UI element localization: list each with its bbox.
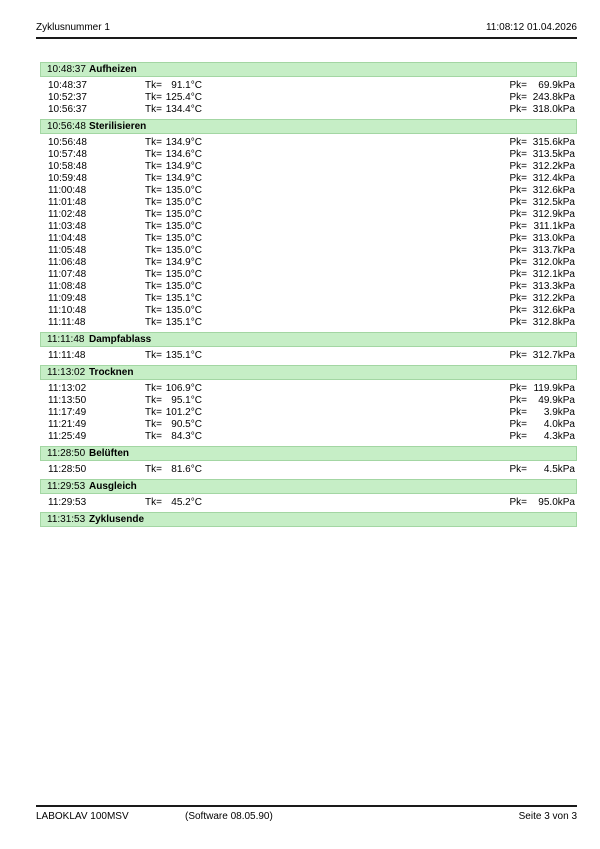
log-row [40,161,577,173]
pressure-group [509,317,575,329]
row-time: 11:00:48 [48,185,87,196]
pressure-value: 4.3kPa [543,431,575,442]
temperature-value: 91.1°C [171,80,202,91]
section-header-belüften [40,446,577,461]
temperature-label: Tk= [145,245,162,256]
temperature-label: Tk= [145,497,162,508]
temperature-label: Tk= [145,419,162,430]
pressure-label: Pk= [509,269,527,280]
section-start-time: 11:13:02 [47,367,86,378]
temperature-value: 125.4°C [165,92,202,103]
row-time: 11:08:48 [48,281,87,292]
temperature-value: 84.3°C [171,431,202,442]
pressure-group [509,209,575,221]
pressure-value: 318.0kPa [532,104,575,115]
log-row [40,221,577,233]
pressure-value: 312.4kPa [532,173,575,184]
section-name: Belüften [89,448,129,459]
pressure-label: Pk= [509,233,527,244]
device-name: LABOKLAV 100MSV [36,811,129,822]
temperature-label: Tk= [145,305,162,316]
row-time: 11:29:53 [48,497,87,508]
log-row [40,431,577,443]
temperature-label: Tk= [145,209,162,220]
row-time: 11:11:48 [48,317,86,328]
log-row [40,350,577,362]
temperature-value: 81.6°C [171,464,202,475]
pressure-value: 313.7kPa [532,245,575,256]
report-header [36,22,577,39]
pressure-group [509,293,575,305]
temperature-label: Tk= [145,431,162,442]
pressure-value: 4.0kPa [543,419,575,430]
section-start-time: 11:28:50 [47,448,86,459]
section-name: Sterilisieren [89,121,147,132]
temperature-value: 135.0°C [165,197,202,208]
log-row [40,257,577,269]
pressure-label: Pk= [509,221,527,232]
pressure-label: Pk= [509,305,527,316]
log-row [40,407,577,419]
temperature-value: 135.0°C [165,245,202,256]
pressure-group [509,173,575,185]
log-row [40,395,577,407]
row-time: 11:02:48 [48,209,87,220]
temperature-label: Tk= [145,185,162,196]
pressure-label: Pk= [509,419,527,430]
temperature-label: Tk= [145,137,162,148]
section-header-trocknen [40,365,577,380]
temperature-label: Tk= [145,383,162,394]
pressure-label: Pk= [509,293,527,304]
pressure-label: Pk= [509,185,527,196]
pressure-group [509,464,575,476]
section-name: Trocknen [89,367,134,378]
temperature-label: Tk= [145,80,162,91]
pressure-label: Pk= [509,464,527,475]
log-row [40,185,577,197]
row-time: 10:56:48 [48,137,87,148]
pressure-group [509,161,575,173]
log-row [40,464,577,476]
log-row [40,419,577,431]
pressure-label: Pk= [509,257,527,268]
log-row [40,383,577,395]
temperature-value: 106.9°C [165,383,202,394]
pressure-label: Pk= [509,497,527,508]
pressure-group [509,185,575,197]
pressure-value: 313.3kPa [532,281,575,292]
section-start-time: 11:29:53 [47,481,86,492]
pressure-group [509,281,575,293]
log-row [40,281,577,293]
row-time: 11:21:49 [48,419,87,430]
temperature-value: 134.9°C [165,173,202,184]
row-time: 11:10:48 [48,305,87,316]
pressure-group [509,383,575,395]
row-time: 11:06:48 [48,257,87,268]
page-number: Seite 3 von 3 [518,811,577,822]
temperature-value: 135.0°C [165,269,202,280]
temperature-label: Tk= [145,257,162,268]
pressure-value: 312.2kPa [532,161,575,172]
row-time: 11:09:48 [48,293,87,304]
pressure-label: Pk= [509,161,527,172]
row-time: 10:58:48 [48,161,87,172]
report-footer [36,805,577,822]
pressure-label: Pk= [509,431,527,442]
log-row [40,317,577,329]
pressure-value: 312.0kPa [532,257,575,268]
pressure-group [509,233,575,245]
log-row [40,149,577,161]
temperature-value: 135.1°C [165,350,202,361]
pressure-value: 119.9kPa [533,383,575,394]
pressure-label: Pk= [509,209,527,220]
row-time: 10:48:37 [48,80,87,91]
pressure-label: Pk= [509,350,527,361]
temperature-value: 134.9°C [165,161,202,172]
row-time: 11:07:48 [48,269,87,280]
pressure-group [509,497,575,509]
log-row [40,80,577,92]
pressure-group [509,149,575,161]
temperature-value: 135.0°C [165,281,202,292]
temperature-label: Tk= [145,317,162,328]
pressure-value: 4.5kPa [543,464,575,475]
pressure-value: 49.9kPa [538,395,575,406]
pressure-label: Pk= [509,281,527,292]
temperature-value: 101.2°C [165,407,202,418]
pressure-label: Pk= [509,395,527,406]
section-name: Aufheizen [89,64,137,75]
pressure-label: Pk= [509,317,527,328]
pressure-label: Pk= [509,104,527,115]
row-time: 11:04:48 [48,233,87,244]
pressure-label: Pk= [509,245,527,256]
temperature-value: 135.1°C [165,317,202,328]
pressure-group [509,407,575,419]
temperature-value: 135.0°C [165,185,202,196]
section-header-zyklusende [40,512,577,527]
temperature-label: Tk= [145,161,162,172]
temperature-label: Tk= [145,269,162,280]
temperature-value: 135.0°C [165,233,202,244]
pressure-value: 312.6kPa [532,305,575,316]
pressure-label: Pk= [509,197,527,208]
pressure-value: 312.5kPa [532,197,575,208]
pressure-group [509,137,575,149]
pressure-value: 312.8kPa [532,317,575,328]
temperature-label: Tk= [145,407,162,418]
log-row [40,305,577,317]
temperature-value: 135.1°C [165,293,202,304]
row-time: 10:56:37 [48,104,87,115]
pressure-label: Pk= [509,173,527,184]
temperature-label: Tk= [145,464,162,475]
log-row [40,104,577,116]
row-time: 11:28:50 [48,464,87,475]
row-time: 11:17:49 [48,407,87,418]
section-start-time: 10:56:48 [47,121,86,132]
log-row [40,293,577,305]
pressure-value: 312.1kPa [532,269,575,280]
pressure-value: 313.5kPa [532,149,575,160]
pressure-value: 312.9kPa [532,209,575,220]
pressure-group [509,92,575,104]
temperature-value: 135.0°C [165,305,202,316]
temperature-value: 135.0°C [165,221,202,232]
row-time: 11:03:48 [48,221,87,232]
row-time: 11:13:02 [48,383,87,394]
pressure-group [509,80,575,92]
log-row [40,173,577,185]
pressure-label: Pk= [509,80,527,91]
log-row [40,269,577,281]
pressure-group [509,104,575,116]
pressure-value: 313.0kPa [532,233,575,244]
temperature-label: Tk= [145,395,162,406]
pressure-group [509,257,575,269]
section-header-ausgleich [40,479,577,494]
pressure-value: 69.9kPa [538,80,575,91]
pressure-group [509,305,575,317]
pressure-group [509,431,575,443]
section-name: Zyklusende [89,514,145,525]
row-time: 11:01:48 [48,197,87,208]
temperature-label: Tk= [145,293,162,304]
section-header-aufheizen [40,62,577,77]
section-header-dampfablass [40,332,577,347]
pressure-group [509,245,575,257]
row-time: 10:57:48 [48,149,87,160]
pressure-value: 312.6kPa [532,185,575,196]
temperature-value: 90.5°C [171,419,202,430]
row-time: 10:52:37 [48,92,87,103]
temperature-label: Tk= [145,173,162,184]
section-header-sterilisieren [40,119,577,134]
pressure-group [509,395,575,407]
log-row [40,197,577,209]
row-time: 11:05:48 [48,245,87,256]
pressure-group [509,350,575,362]
pressure-value: 3.9kPa [543,407,575,418]
pressure-label: Pk= [509,383,527,394]
temperature-label: Tk= [145,221,162,232]
section-name: Ausgleich [89,481,137,492]
section-start-time: 11:11:48 [47,334,85,345]
pressure-group [509,197,575,209]
row-time: 10:59:48 [48,173,87,184]
section-start-time: 10:48:37 [47,64,86,75]
pressure-label: Pk= [509,149,527,160]
temperature-label: Tk= [145,149,162,160]
row-time: 11:11:48 [48,350,86,361]
temperature-value: 134.4°C [165,104,202,115]
temperature-value: 95.1°C [171,395,202,406]
report-title: Zyklusnummer 1 [36,22,110,33]
pressure-group [509,419,575,431]
temperature-value: 45.2°C [171,497,202,508]
pressure-value: 95.0kPa [538,497,575,508]
pressure-label: Pk= [509,407,527,418]
log-row [40,233,577,245]
pressure-value: 312.7kPa [532,350,575,361]
pressure-value: 312.2kPa [532,293,575,304]
software-version: (Software 08.05.90) [185,811,273,822]
temperature-value: 135.0°C [165,209,202,220]
pressure-value: 315.6kPa [532,137,575,148]
pressure-group [509,269,575,281]
temperature-value: 134.9°C [165,137,202,148]
log-row [40,245,577,257]
row-time: 11:25:49 [48,431,87,442]
pressure-label: Pk= [509,92,527,103]
pressure-label: Pk= [509,137,527,148]
temperature-label: Tk= [145,197,162,208]
section-start-time: 11:31:53 [47,514,86,525]
log-row [40,92,577,104]
temperature-label: Tk= [145,281,162,292]
pressure-value: 243.8kPa [532,92,575,103]
section-name: Dampfablass [89,334,152,345]
temperature-label: Tk= [145,92,162,103]
temperature-value: 134.6°C [165,149,202,160]
temperature-label: Tk= [145,104,162,115]
pressure-value: 311.1kPa [533,221,575,232]
report-timestamp: 11:08:12 01.04.2026 [485,22,577,33]
log-row [40,497,577,509]
pressure-group [509,221,575,233]
row-time: 11:13:50 [48,395,87,406]
log-row [40,137,577,149]
log-row [40,209,577,221]
temperature-label: Tk= [145,350,162,361]
temperature-label: Tk= [145,233,162,244]
cycle-log [40,59,577,530]
temperature-value: 134.9°C [165,257,202,268]
